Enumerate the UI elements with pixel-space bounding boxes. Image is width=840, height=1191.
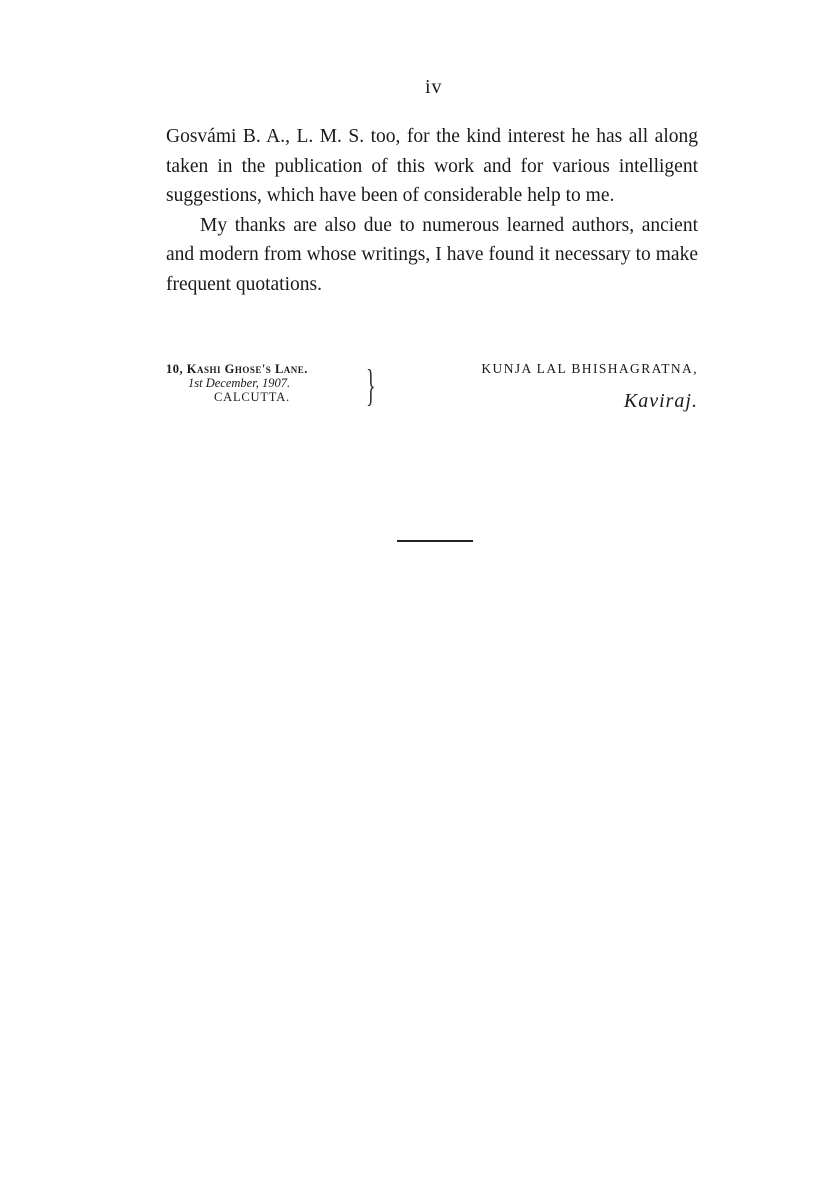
signature-block	[166, 362, 698, 432]
body-text	[166, 122, 698, 299]
paragraph-acknowledgement: Gosvámi B. A., L. M. S. too, for the kind interest he has all along taken in the publication of this work and for various intelligent suggestions, which have been of considerable help to me.	[166, 126, 698, 206]
brace-icon: }	[366, 361, 376, 410]
date: 1st December, 1907.	[188, 376, 291, 390]
paragraph-thanks: My thanks are also due to numerous learned authors, ancient and modern from whose writings, I have found it necessary to make frequent quotations.	[166, 214, 698, 295]
closing-rule	[397, 540, 473, 542]
author-signature	[481, 361, 698, 412]
page-number: iv	[425, 76, 443, 98]
city: CALCUTTA.	[214, 390, 290, 404]
place-date-block	[166, 362, 376, 404]
author-title: Kaviraj.	[623, 390, 698, 412]
author-name: KUNJA LAL BHISHAGRATNA,	[481, 361, 698, 376]
address: 10, Kashi Ghose's Lane.	[166, 362, 308, 376]
